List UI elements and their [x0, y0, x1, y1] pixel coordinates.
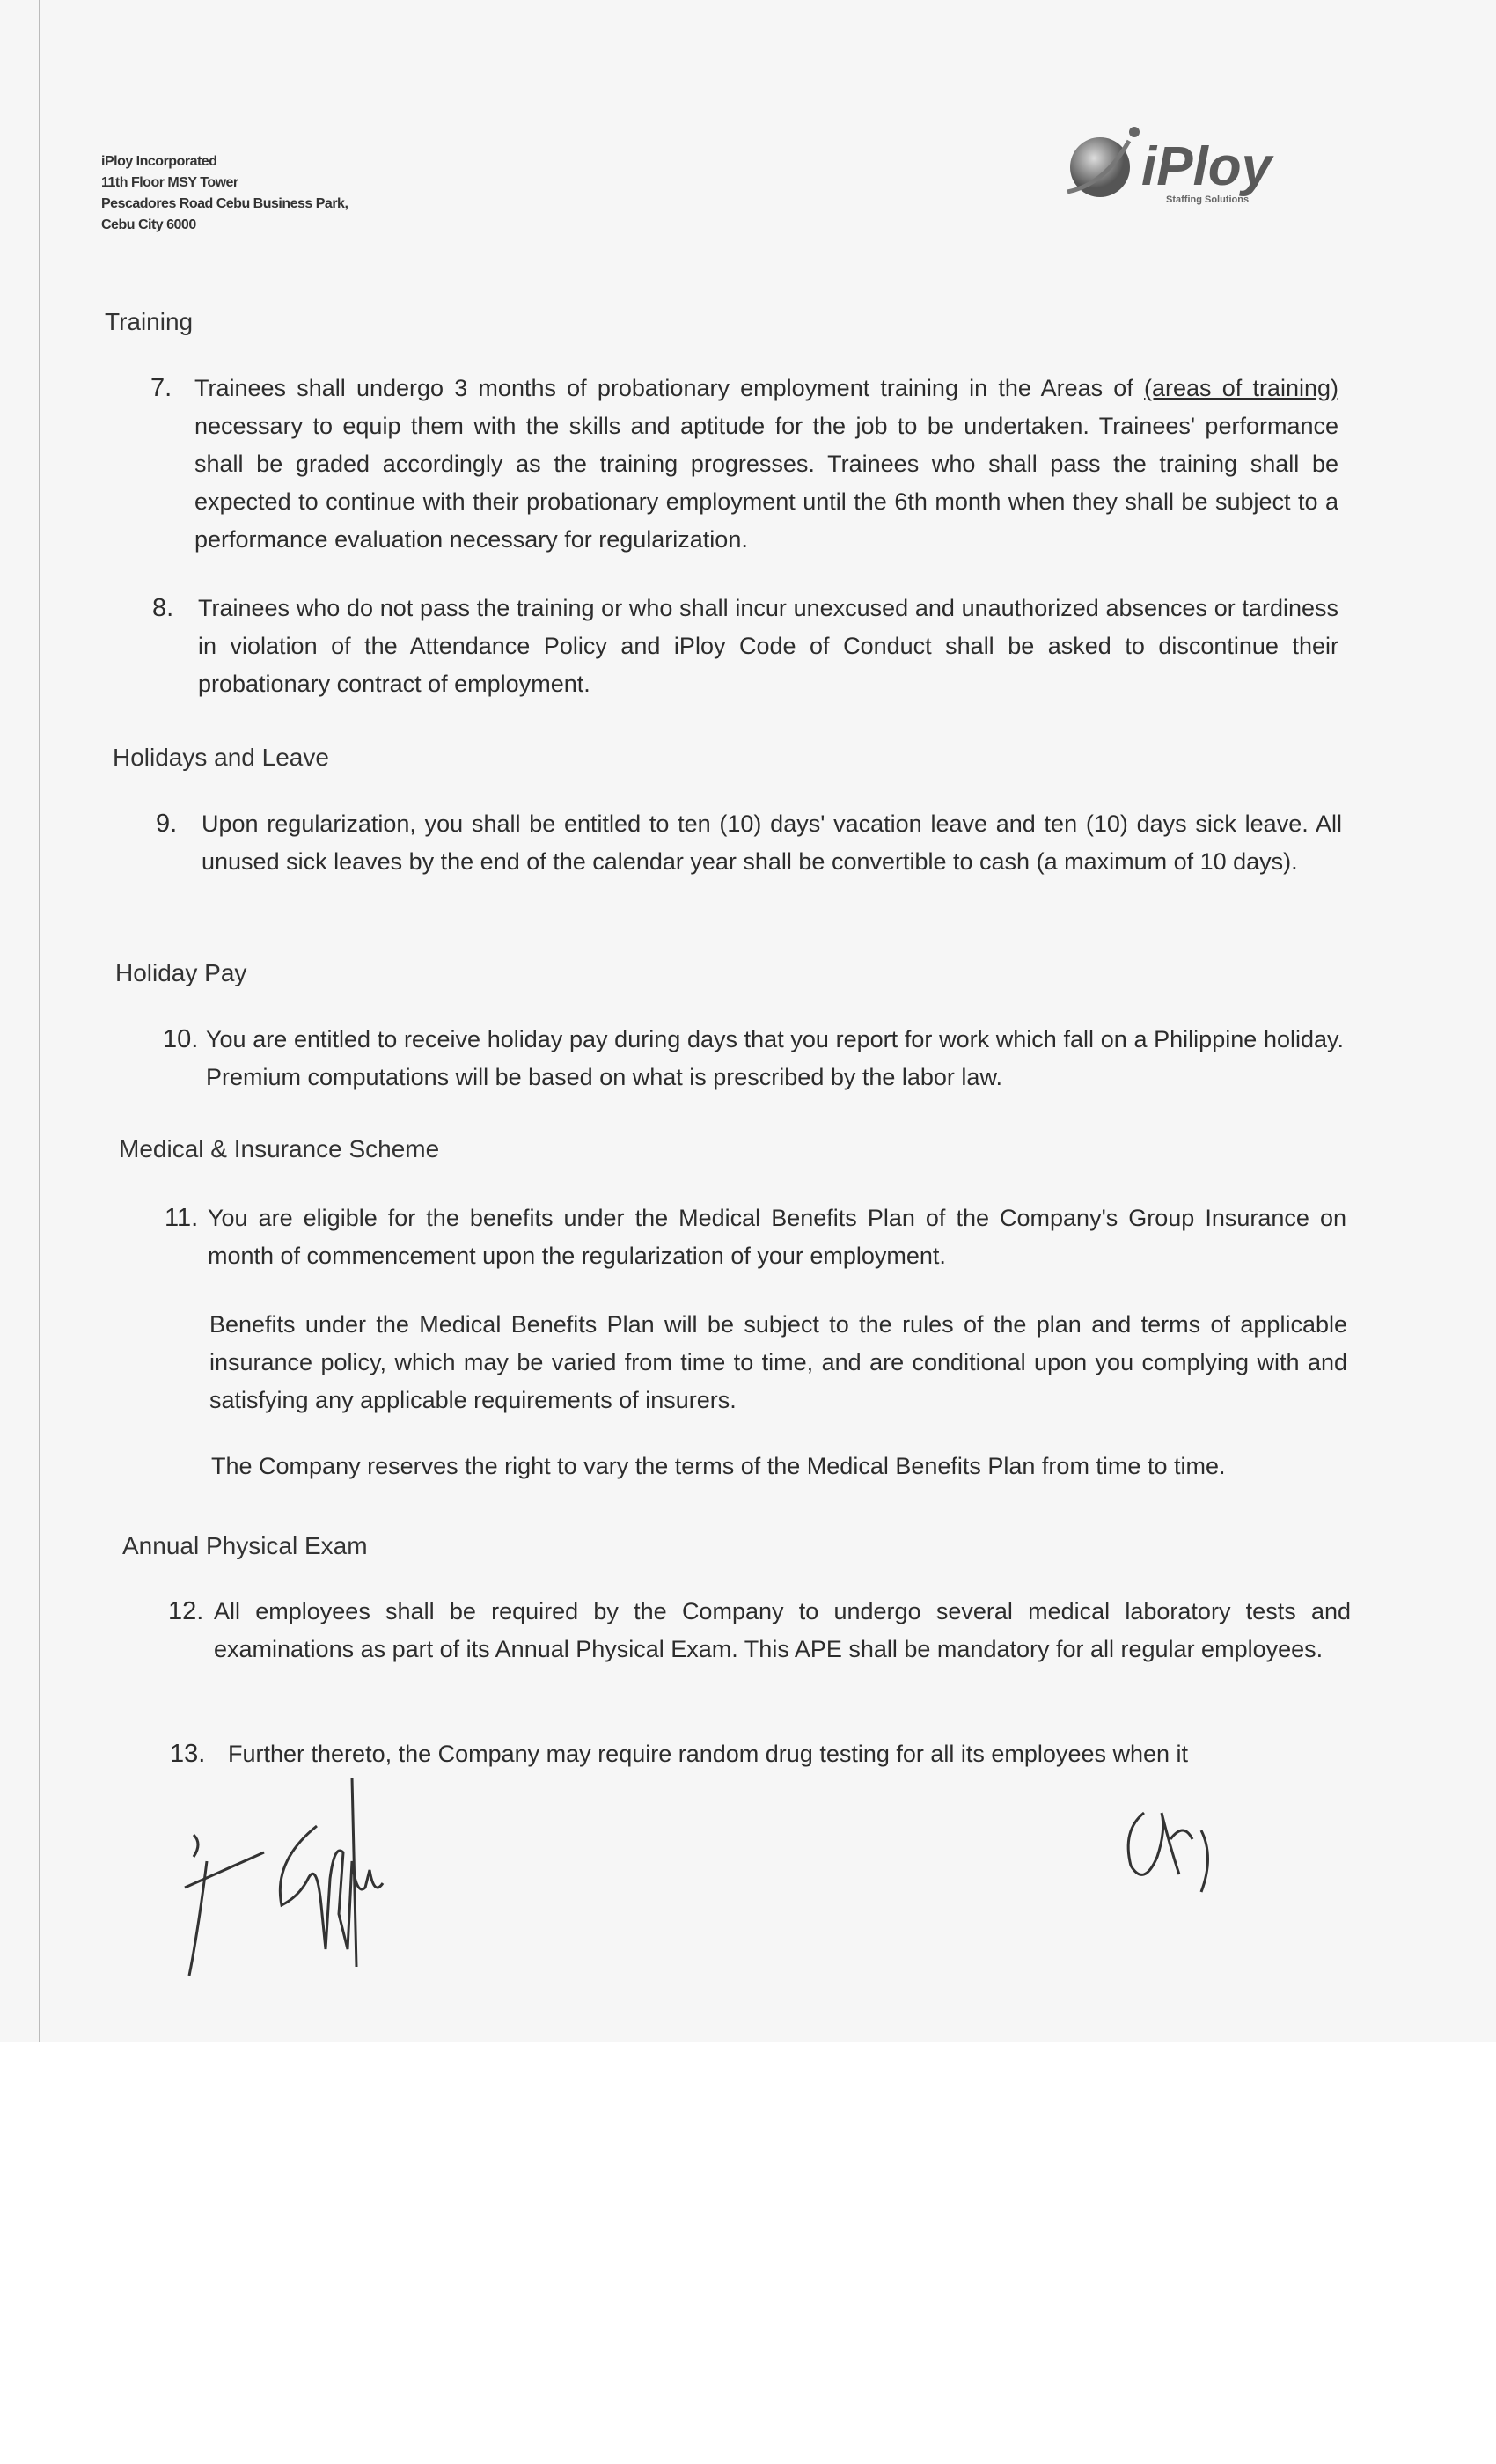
- address-line: Cebu City 6000: [101, 217, 196, 232]
- address-line: Pescadores Road Cebu Business Park,: [101, 196, 348, 211]
- item-number: 13.: [170, 1740, 206, 1768]
- clause-7: [194, 370, 1338, 559]
- item-number: 7.: [150, 374, 172, 402]
- section-heading-annual-physical-exam: Annual Physical Exam: [122, 1532, 368, 1559]
- iploy-logo: [1060, 123, 1298, 211]
- address-line: iPloy Incorporated: [101, 154, 217, 169]
- signature-left: [167, 1773, 466, 1993]
- clause-text: necessary to equip them with the skills and aptitude for the job to be undertaken. Trainees' performance shall be graded accordingly as the training progresses. Trainees who shall pass the training shall be expected to continue with their probationary employment until the 6th month when they shall be subject to a performance evaluation necessary for regularization.: [194, 413, 1338, 553]
- item-number: 8.: [152, 594, 174, 622]
- svg-text:Staffing Solutions: Staffing Solutions: [1166, 194, 1250, 205]
- clause-11-paragraph-2: Benefits under the Medical Benefits Plan will be subject to the rules of the plan and terms of applicable insurance policy, which may be varied from time to time, and are conditional upon you complying with and satisfying any applicable requirements of insurers.: [209, 1311, 1347, 1413]
- globe-icon: [1060, 123, 1298, 211]
- clause-9: Upon regularization, you shall be entitled to ten (10) days' vacation leave and ten (10) days sick leave. All unused sick leaves by the end of the calendar year shall be convertible to cash (a maximum of 10 days).: [202, 810, 1342, 875]
- clause-10: You are entitled to receive holiday pay during days that you report for work which fall on a Philippine holiday. Premium computations will be based on what is prescribed by the labor law.: [206, 1026, 1344, 1090]
- placeholder-underlined: (areas of training): [1144, 375, 1338, 401]
- section-heading-holiday-pay: Holiday Pay: [115, 959, 247, 986]
- signature-right: [1118, 1795, 1241, 1901]
- clause-text: Trainees shall undergo 3 months of probationary employment training in the Areas of: [194, 375, 1145, 401]
- clause-11-paragraph-3: The Company reserves the right to vary the terms of the Medical Benefits Plan from time to time.: [211, 1453, 1226, 1479]
- clause-11: You are eligible for the benefits under the Medical Benefits Plan of the Company's Group Insurance on month of commencement upon the regularization of your employment.: [208, 1205, 1346, 1269]
- clause-13: Further thereto, the Company may require random drug testing for all its employees when it: [228, 1741, 1189, 1767]
- svg-text:iPloy: iPloy: [1141, 136, 1272, 197]
- scan-edge-line: [39, 0, 40, 2042]
- address-line: 11th Floor MSY Tower: [101, 175, 238, 190]
- section-heading-training: Training: [105, 308, 194, 335]
- item-number: 11.: [165, 1204, 199, 1232]
- clause-12: All employees shall be required by the Company to undergo several medical laboratory tests and examinations as part of its Annual Physical Exam. This APE shall be mandatory for all regular employees.: [214, 1598, 1351, 1662]
- section-heading-holidays-leave: Holidays and Leave: [113, 744, 329, 771]
- company-address: [101, 151, 348, 236]
- item-number: 12.: [168, 1597, 204, 1625]
- section-heading-medical-insurance: Medical & Insurance Scheme: [119, 1135, 440, 1162]
- clause-8: Trainees who do not pass the training or who shall incur unexcused and unauthorized absences or tardiness in violation of the Attendance Policy and iPloy Code of Conduct shall be asked to discontinue their probationary contract of employment.: [198, 595, 1338, 697]
- item-number: 10.: [163, 1025, 199, 1053]
- item-number: 9.: [156, 810, 178, 838]
